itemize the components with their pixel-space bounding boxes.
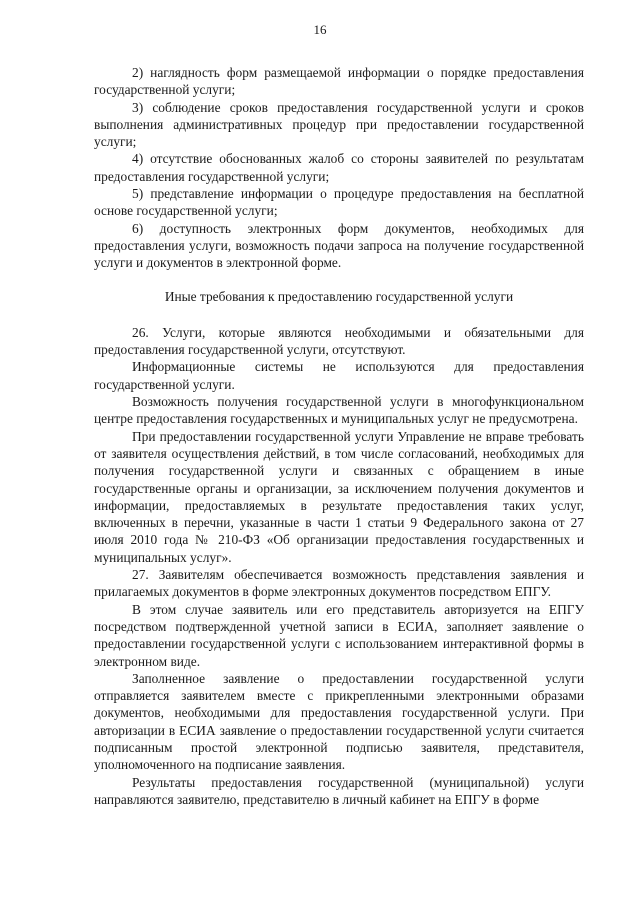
page-number: 16 — [313, 22, 327, 37]
list-item-4: 4) отсутствие обоснованных жалоб со стороны заявителей по результатам предоставления государственной услуги; — [94, 151, 584, 184]
list-item-3: 3) соблюдение сроков предоставления государственной услуги и сроков выполнения административных процедур при предоставлении государственной услуги; — [94, 99, 584, 150]
paragraph-submission: Заполненное заявление о предоставлении государственной услуги отправляется заявителем вместе с прикрепленными электронными образами документов, необходимыми для предоставления государственной услуги. При авторизации в ЕСИА заявление о предоставлении государственной услуги считается подписанным простой электронной подписью заявителя, представителя, уполномоченного на подписание заявления. — [94, 670, 584, 773]
list-item-6: 6) доступность электронных форм документов, необходимых для предоставления услуги, возможность подачи запроса на получение государственной услуги и документов в электронной форме. — [94, 220, 584, 271]
paragraph-mfc: Возможность получения государственной услуги в многофункциональном центре предоставления государственных и муниципальных услуг не предусмотрена. — [94, 394, 584, 427]
paragraph-26: 26. Услуги, которые являются необходимыми и обязательными для предоставления государственной услуги, отсутствуют. — [94, 324, 584, 358]
paragraph-restrictions: При предоставлении государственной услуги Управление не вправе требовать от заявителя осуществления действий, в том числе согласований, необходимых для получения государственной услуги и связанных с обращением в иные государственные органы и организации, за исключением получения документов и информации, предоставляемых в результате предоставления таких услуг, включенных в перечни, указанные в части 1 статьи 9 Федерального закона от 27 июля 2010 года № 210-ФЗ «Об организации предоставления государственных и муниципальных услуг». — [94, 428, 584, 565]
paragraph-27: 27. Заявителям обеспечивается возможность представления заявления и прилагаемых документов в форме электронных документов посредством ЕПГУ. — [94, 567, 584, 600]
paragraph-info-systems: Информационные системы не используются для предоставления государственной услуги. — [94, 359, 584, 392]
document-body — [94, 64, 584, 808]
paragraph-authorization: В этом случае заявитель или его представитель авторизуется на ЕПГУ посредством подтвержденной учетной записи в ЕСИА, заполняет заявление о предоставлении государственной услуги с использованием интерактивной формы в электронном виде. — [94, 601, 584, 669]
paragraph-results: Результаты предоставления государственной (муниципальной) услуги направляются заявителю, представителю в личный кабинет на ЕПГУ в форме — [94, 774, 584, 807]
list-item-2: 2) наглядность форм размещаемой информации о порядке предоставления государственной услуги; — [94, 65, 584, 98]
list-item-5: 5) представление информации о процедуре предоставления на бесплатной основе государственной услуги; — [94, 186, 584, 219]
section-heading: Иные требования к предоставлению государственной услуги — [164, 288, 514, 304]
